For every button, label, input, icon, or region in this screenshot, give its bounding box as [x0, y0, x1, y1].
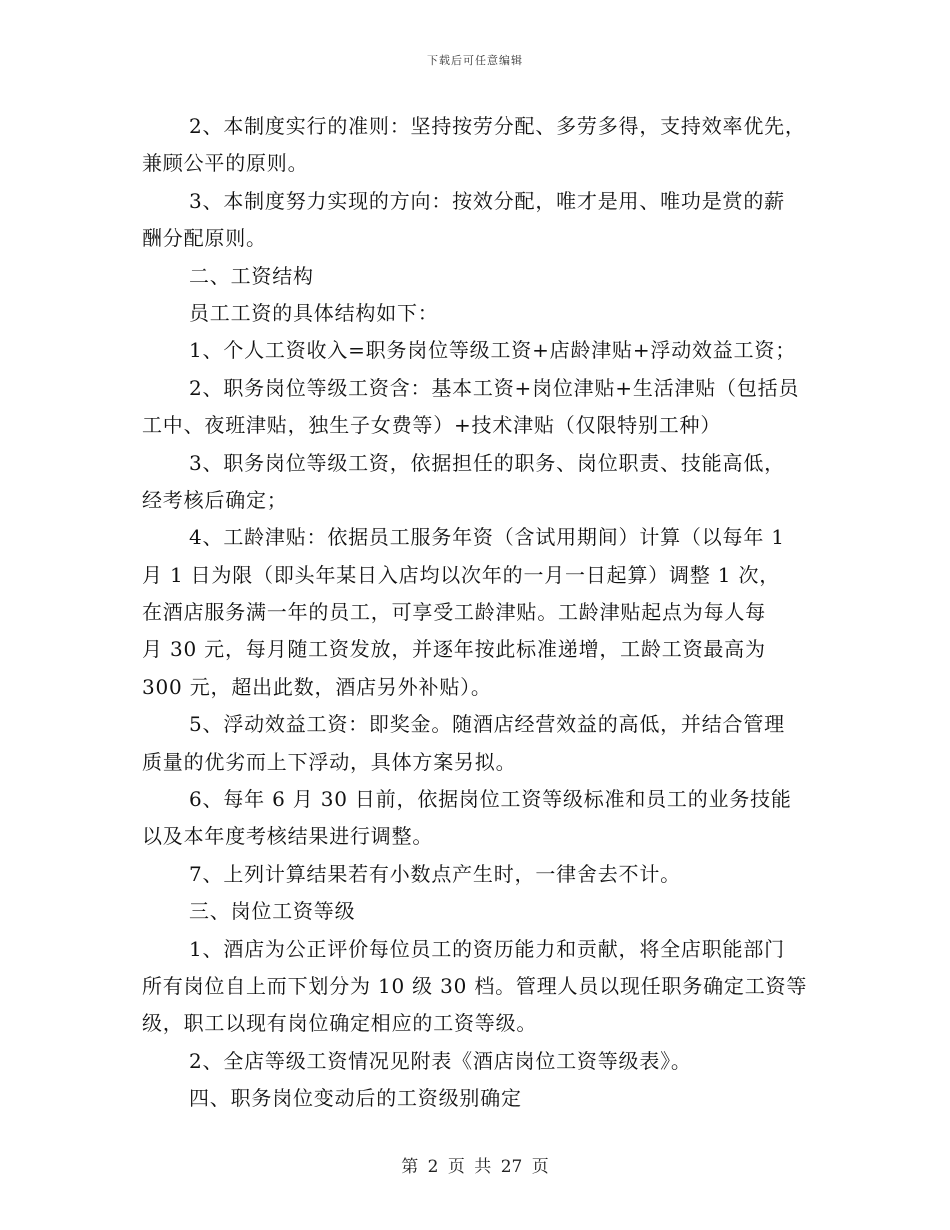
paragraph-line-first: 6、每年 6 月 30 日前，依据岗位工资等级标准和员工的业务技能 — [189, 787, 792, 812]
paragraph-line: 兼顾公平的原则。 — [142, 151, 309, 176]
paragraph-line-first: 4、工龄津贴：依据员工服务年资（含试用期间）计算（以每年 1 — [189, 525, 785, 550]
paragraph-line: 级，职工以现有岗位确定相应的工资等级。 — [142, 1011, 538, 1036]
paragraph-line: 质量的优劣而上下浮动，具体方案另拟。 — [142, 749, 517, 774]
paragraph-line-first: 5、浮动效益工资：即奖金。随酒店经营效益的高低，并结合管理 — [189, 712, 785, 737]
paragraph-line-first: 3、职务岗位等级工资，依据担任的职务、岗位职责、技能高低， — [189, 450, 785, 475]
paragraph-line-first: 二、工资结构 — [189, 263, 314, 288]
document-body — [142, 108, 822, 1118]
paragraph-line-first: 2、全店等级工资情况见附表《酒店岗位工资等级表》。 — [189, 1048, 692, 1073]
paragraph-line-first: 1、个人工资收入=职务岗位等级工资+店龄津贴+浮动效益工资； — [189, 338, 796, 363]
paragraph-line: 300 元，超出此数，酒店另外补贴）。 — [142, 674, 492, 699]
paragraph-line-first: 1、酒店为公正评价每位员工的资历能力和贡献，将全店职能部门 — [189, 936, 785, 961]
paragraph-line-first: 3、本制度努力实现的方向：按效分配，唯才是用、唯功是赏的薪 — [189, 188, 785, 213]
paragraph-line: 酬分配原则。 — [142, 226, 267, 251]
paragraph-line-first: 员工工资的具体结构如下： — [189, 300, 439, 325]
paragraph-line: 工中、夜班津贴，独生子女费等）+技术津贴（仅限特别工种） — [142, 413, 722, 438]
paragraph-line: 所有岗位自上而下划分为 10 级 30 档。管理人员以现任职务确定工资等 — [142, 973, 808, 998]
paragraph-line-first: 四、职务岗位变动后的工资级别确定 — [189, 1086, 522, 1111]
paragraph-line-first: 2、本制度实行的准则：坚持按劳分配、多劳多得，支持效率优先， — [189, 114, 806, 138]
paragraph-line: 经考核后确定； — [142, 487, 288, 512]
paragraph-line-first: 7、上列计算结果若有小数点产生时，一律舍去不计。 — [189, 861, 681, 886]
page-header: 下载后可任意编辑 — [427, 54, 523, 67]
paragraph-line-first: 2、职务岗位等级工资含：基本工资+岗位津贴+生活津贴（包括员 — [189, 375, 800, 400]
paragraph-line: 以及本年度考核结果进行调整。 — [142, 824, 434, 849]
paragraph-line-first: 三、岗位工资等级 — [189, 899, 356, 924]
paragraph-line: 在酒店服务满一年的员工，可享受工龄津贴。工龄津贴起点为每人每 — [142, 600, 766, 625]
paragraph-line: 月 1 日为限（即头年某日入店均以次年的一月一日起算）调整 1 次， — [142, 562, 781, 587]
page-number: 第 2 页 共 27 页 — [401, 1157, 549, 1177]
paragraph-line: 月 30 元，每月随工资发放，并逐年按此标准递增，工龄工资最高为 — [142, 637, 766, 662]
